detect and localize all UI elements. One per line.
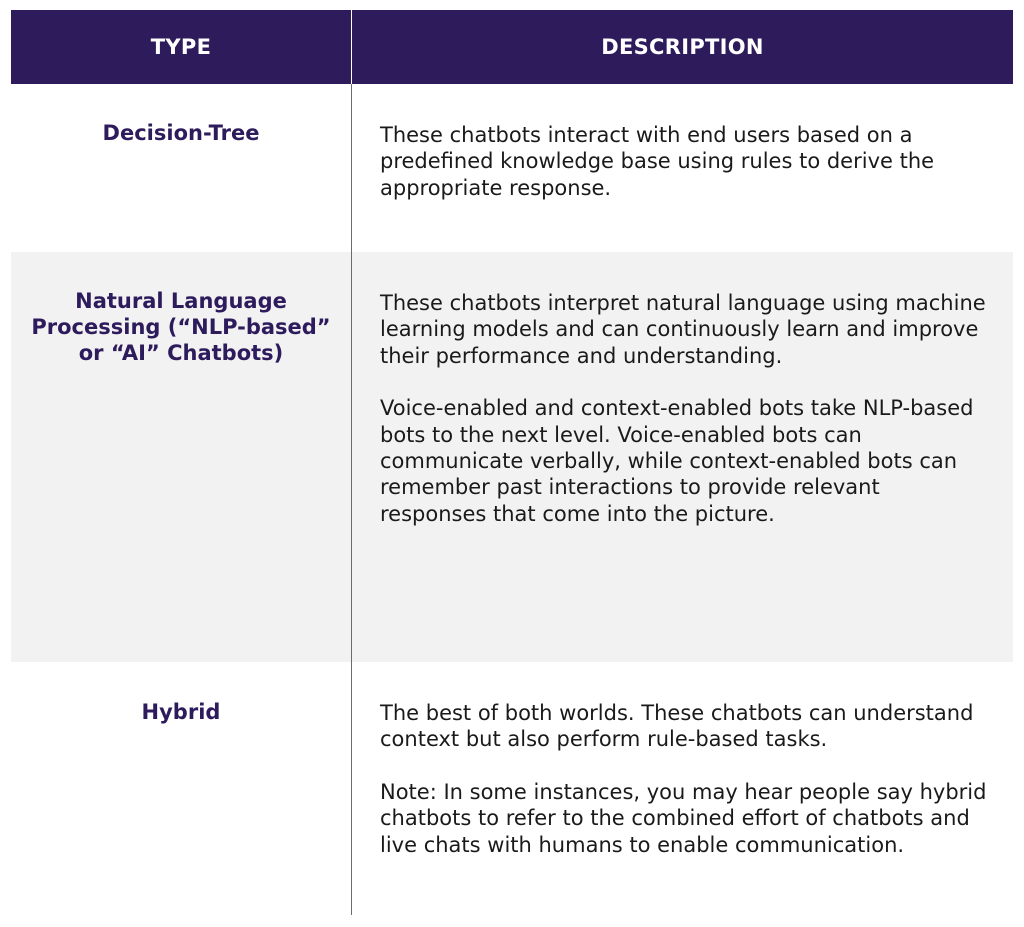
type-label: Hybrid [141, 700, 221, 724]
header-description: DESCRIPTION [601, 35, 764, 59]
description-paragraph: These chatbots interact with end users based on a predefined knowledge base using rules to derive the appropriate response. [380, 123, 935, 200]
chatbot-types-table [11, 10, 1013, 915]
table-row [11, 252, 1013, 662]
table-row [11, 662, 1013, 915]
description-paragraph: Note: In some instances, you may hear people say hybrid chatbots to refer to the combined effort of chatbots and live chats with humans to enable communication. [380, 779, 987, 857]
type-cell [11, 662, 352, 915]
table-header [11, 10, 1013, 84]
type-cell [11, 252, 352, 662]
description-paragraph: The best of both worlds. These chatbots can understand context but also perform rule-based tasks. [380, 701, 974, 752]
description-cell [352, 84, 1013, 252]
type-label: Decision-Tree [102, 121, 260, 145]
description-paragraph: These chatbots interpret natural language using machine learning models and can continuously learn and improve their performance and understanding. [380, 291, 986, 368]
type-cell [11, 84, 352, 252]
header-type: TYPE [11, 10, 352, 84]
table-row [11, 84, 1013, 252]
description-cell [352, 662, 1013, 915]
type-label: Natural Language Processing (“NLP-based” or “AI” Chatbots) [31, 289, 331, 365]
description-cell [352, 252, 1013, 662]
description-paragraph: Voice-enabled and context-enabled bots take NLP-based bots to the next level. Voice-enabled bots can communicate verbally, while context-enabled bots can remember past interactions to provide relevant responses that come into the picture. [380, 396, 974, 526]
